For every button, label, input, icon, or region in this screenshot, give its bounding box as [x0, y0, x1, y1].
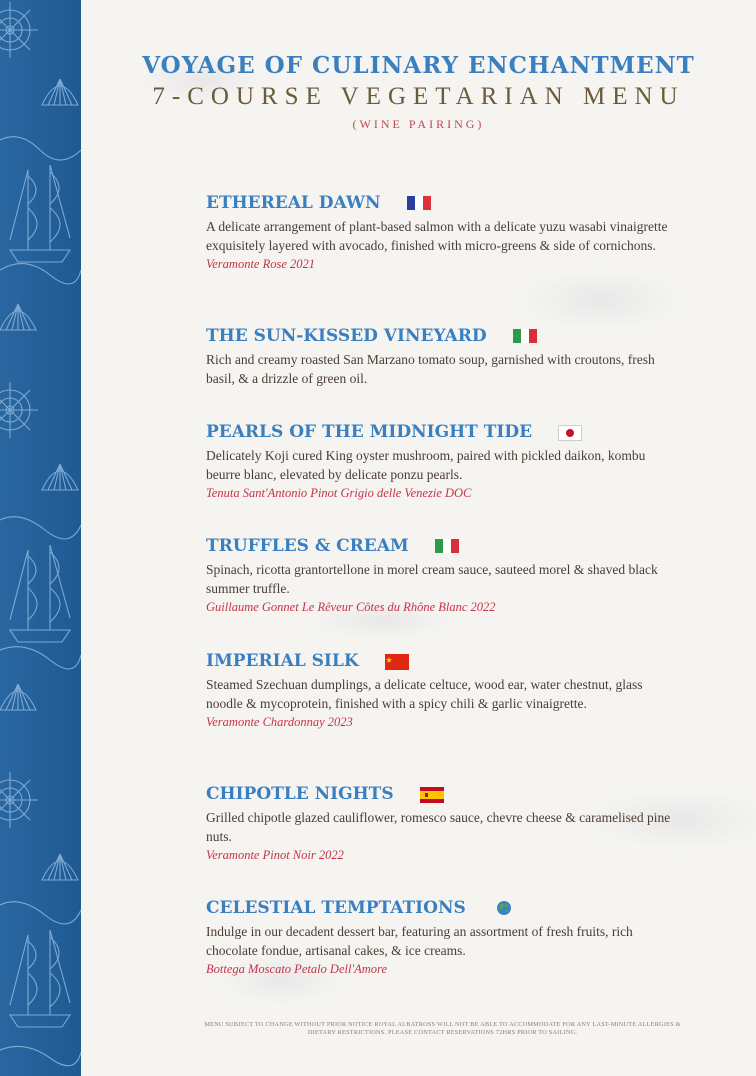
course-description: A delicate arrangement of plant-based salmon with a delicate yuzu wasabi vinaigrette exquisitely layered with avocado, finished with micro-greens & side of cornichons. — [206, 219, 668, 253]
course-description: Spinach, ricotta grantortellone in morel cream sauce, sauteed morel & shaved black summer truffle. — [206, 562, 658, 596]
course-item — [206, 326, 676, 388]
italy-flag-icon — [435, 539, 459, 553]
course-name: IMPERIAL SILK — [206, 651, 359, 671]
globe-icon — [496, 900, 512, 916]
course-item — [206, 784, 676, 864]
wine-pairing: Tenuta Sant'Antonio Pinot Grigio delle Venezie DOC — [206, 486, 472, 500]
wine-pairing: Veramonte Pinot Noir 2022 — [206, 848, 344, 862]
course-description: Steamed Szechuan dumplings, a delicate celtuce, wood ear, water chestnut, glass noodle & mycoprotein, finished with a spicy chili & garlic vinaigrette. — [206, 677, 643, 711]
china-flag-icon — [385, 654, 409, 668]
menu-header — [81, 52, 756, 132]
course-name: PEARLS OF THE MIDNIGHT TIDE — [206, 422, 533, 442]
course-name: CHIPOTLE NIGHTS — [206, 784, 394, 804]
wine-pairing: Veramonte Rose 2021 — [206, 257, 316, 271]
wine-pairing-label: (WINE PAIRING) — [352, 117, 485, 131]
course-name: ETHEREAL DAWN — [206, 193, 381, 213]
wine-pairing: Veramonte Chardonnay 2023 — [206, 715, 353, 729]
wine-pairing: Guillaume Gonnet Le Rêveur Côtes du Rhône Blanc 2022 — [206, 600, 496, 614]
menu-subtitle: 7-COURSE VEGETARIAN MENU — [152, 83, 685, 110]
course-description: Rich and creamy roasted San Marzano tomato soup, garnished with croutons, fresh basil, & a drizzle of green oil. — [206, 352, 655, 386]
course-description: Indulge in our decadent dessert bar, featuring an assortment of fresh fruits, rich chocolate fondue, artisanal cakes, & ice creams. — [206, 924, 633, 958]
course-name: THE SUN-KISSED VINEYARD — [206, 326, 487, 346]
course-item — [206, 193, 676, 273]
course-item — [206, 651, 676, 731]
menu-title: VOYAGE OF CULINARY ENCHANTMENT — [142, 52, 695, 79]
spain-flag-icon — [420, 787, 444, 801]
japan-flag-icon — [558, 425, 582, 439]
nautical-pattern-illustration — [0, 0, 81, 1076]
course-description: Grilled chipotle glazed cauliflower, romesco sauce, chevre cheese & caramelised pine nuts. — [206, 810, 671, 844]
france-flag-icon — [407, 196, 431, 210]
course-name: CELESTIAL TEMPTATIONS — [206, 898, 466, 918]
wine-pairing: Bottega Moscato Petalo Dell'Amore — [206, 962, 387, 976]
course-name: TRUFFLES & CREAM — [206, 536, 409, 556]
italy-flag-icon — [513, 329, 537, 343]
course-item — [206, 536, 676, 616]
nautical-side-band — [0, 0, 81, 1076]
course-item — [206, 422, 676, 502]
course-item — [206, 898, 676, 978]
course-description: Delicately Koji cured King oyster mushroom, paired with pickled daikon, kombu beurre blanc, elevated by delicate ponzu pearls. — [206, 448, 646, 482]
menu-disclaimer: MENU SUBJECT TO CHANGE WITHOUT PRIOR NOTICE ROYAL ALBATROSS WILL NOT BE ABLE TO ACCOMMODATE FOR ANY LAST-MINUTE ALLERGIES & DIETARY RESTRICTIONS. PLEASE CONTACT RESERVATIONS 72HRS PRIOR TO SAILING. — [204, 1021, 681, 1036]
